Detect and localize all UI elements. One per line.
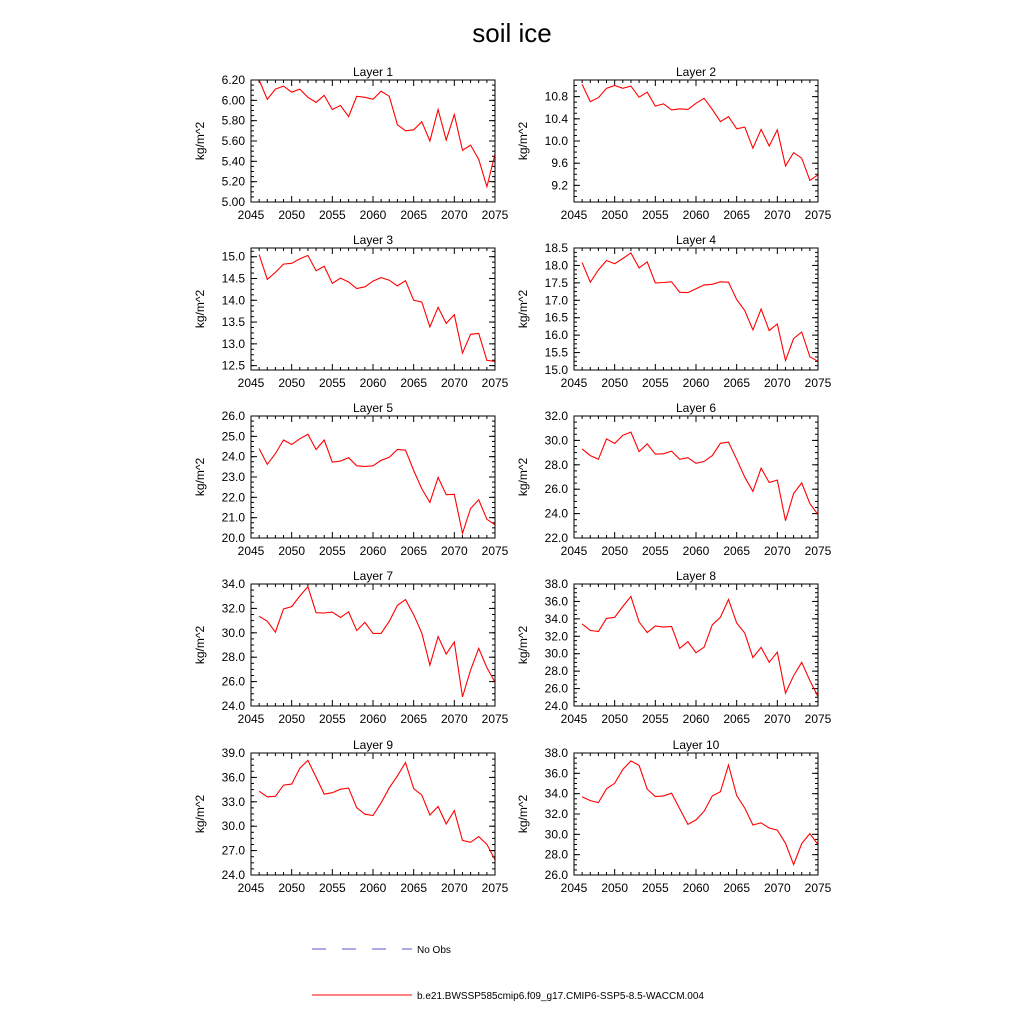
- y-tick-label: 30.0: [544, 827, 568, 842]
- plot-frame: [251, 584, 495, 706]
- x-tick-label: 2075: [804, 712, 832, 726]
- y-tick-label: 38.0: [544, 746, 568, 760]
- x-tick-label: 2050: [278, 544, 306, 558]
- plot-frame: [251, 753, 495, 875]
- x-tick-label: 2045: [237, 712, 265, 726]
- y-tick-label: 26.0: [544, 868, 568, 882]
- x-tick-label: 2050: [601, 544, 629, 558]
- x-tick-label: 2045: [237, 376, 265, 390]
- x-tick-label: 2065: [723, 712, 751, 726]
- x-tick-label: 2070: [763, 712, 791, 726]
- x-tick-label: 2075: [481, 544, 509, 558]
- y-tick-label: 30.0: [221, 625, 245, 640]
- y-tick-label: 16.0: [544, 328, 568, 343]
- x-tick-label: 2075: [481, 712, 509, 726]
- y-tick-label: 24.0: [544, 506, 568, 521]
- y-tick-label: 13.5: [221, 315, 245, 330]
- x-tick-label: 2065: [723, 376, 751, 390]
- y-tick-label: 24.0: [221, 449, 245, 464]
- panel-layer-3: [193, 233, 509, 390]
- y-tick-label: 15.0: [544, 363, 568, 377]
- y-tick-label: 5.00: [221, 195, 245, 209]
- y-tick-label: 5.40: [221, 154, 245, 169]
- y-axis-label: kg/m^2: [193, 794, 207, 834]
- panel-title: Layer 5: [352, 401, 394, 415]
- x-tick-label: 2055: [318, 376, 346, 390]
- panel-layer-4: [516, 233, 832, 390]
- x-tick-label: 2055: [318, 208, 346, 222]
- x-tick-label: 2060: [359, 208, 387, 222]
- y-tick-label: 9.2: [551, 178, 568, 193]
- x-tick-label: 2065: [400, 376, 428, 390]
- y-tick-label: 26.0: [544, 482, 568, 497]
- x-tick-label: 2050: [601, 712, 629, 726]
- x-tick-label: 2065: [400, 712, 428, 726]
- y-tick-label: 5.80: [221, 113, 245, 128]
- series-line: [582, 761, 818, 865]
- x-tick-label: 2045: [560, 881, 588, 895]
- y-tick-label: 34.0: [544, 611, 568, 626]
- figure-title: soil ice: [472, 18, 552, 48]
- x-tick-label: 2075: [804, 208, 832, 222]
- y-tick-label: 9.6: [551, 156, 568, 171]
- y-tick-label: 23.0: [221, 470, 245, 484]
- y-tick-label: 26.0: [221, 674, 245, 689]
- panel-title: Layer 10: [672, 738, 720, 752]
- x-tick-label: 2055: [318, 544, 346, 558]
- y-axis-label: kg/m^2: [516, 457, 530, 497]
- x-tick-label: 2070: [440, 712, 468, 726]
- plot-frame: [574, 248, 818, 370]
- x-tick-label: 2055: [318, 881, 346, 895]
- x-tick-label: 2075: [804, 544, 832, 558]
- y-tick-label: 5.60: [221, 134, 245, 148]
- y-axis-label: kg/m^2: [193, 457, 207, 497]
- y-tick-label: 14.0: [221, 293, 245, 308]
- y-tick-label: 32.0: [544, 807, 568, 821]
- panel-layer-7: [193, 569, 509, 726]
- y-tick-label: 26.0: [544, 681, 568, 696]
- x-tick-label: 2060: [682, 544, 710, 558]
- x-tick-label: 2070: [763, 208, 791, 222]
- x-tick-label: 2050: [601, 881, 629, 895]
- y-tick-label: 22.0: [544, 531, 568, 545]
- y-tick-label: 22.0: [221, 490, 245, 505]
- y-tick-label: 24.0: [221, 868, 245, 882]
- series-line: [259, 255, 495, 362]
- y-tick-label: 27.0: [221, 843, 245, 858]
- y-tick-label: 28.0: [544, 847, 568, 862]
- series-line: [582, 253, 818, 361]
- x-tick-label: 2050: [278, 208, 306, 222]
- y-tick-label: 17.5: [544, 275, 568, 290]
- x-tick-label: 2075: [481, 208, 509, 222]
- x-tick-label: 2075: [481, 376, 509, 390]
- panel-layer-5: [193, 401, 509, 558]
- x-tick-label: 2050: [601, 208, 629, 222]
- plot-frame: [251, 416, 495, 538]
- y-tick-label: 24.0: [544, 699, 568, 713]
- x-tick-label: 2075: [804, 881, 832, 895]
- y-tick-label: 26.0: [221, 409, 245, 423]
- x-tick-label: 2060: [682, 376, 710, 390]
- x-tick-label: 2050: [601, 376, 629, 390]
- y-tick-label: 38.0: [544, 577, 568, 591]
- y-tick-label: 15.0: [221, 249, 245, 264]
- x-tick-label: 2060: [682, 712, 710, 726]
- panel-grid: [193, 65, 832, 895]
- x-tick-label: 2065: [400, 881, 428, 895]
- y-tick-label: 30.0: [544, 646, 568, 661]
- x-tick-label: 2060: [682, 881, 710, 895]
- x-tick-label: 2050: [278, 376, 306, 390]
- y-tick-label: 18.0: [544, 258, 568, 273]
- y-axis-label: kg/m^2: [193, 121, 207, 161]
- x-tick-label: 2050: [278, 712, 306, 726]
- x-tick-label: 2060: [359, 544, 387, 558]
- plot-frame: [574, 416, 818, 538]
- y-tick-label: 18.5: [544, 241, 568, 255]
- y-tick-label: 30.0: [544, 433, 568, 448]
- y-tick-label: 33.0: [221, 794, 245, 809]
- y-axis-label: kg/m^2: [516, 794, 530, 834]
- series-line: [582, 596, 818, 696]
- x-tick-label: 2055: [318, 712, 346, 726]
- x-tick-label: 2060: [359, 712, 387, 726]
- x-tick-label: 2055: [641, 712, 669, 726]
- x-tick-label: 2045: [560, 208, 588, 222]
- y-axis-label: kg/m^2: [516, 121, 530, 161]
- y-tick-label: 14.5: [221, 271, 245, 286]
- x-tick-label: 2045: [560, 544, 588, 558]
- y-tick-label: 30.0: [221, 819, 245, 834]
- y-tick-label: 24.0: [221, 699, 245, 713]
- y-tick-label: 28.0: [544, 457, 568, 472]
- y-tick-label: 32.0: [544, 629, 568, 644]
- x-tick-label: 2070: [440, 208, 468, 222]
- x-tick-label: 2065: [723, 881, 751, 895]
- panel-title: Layer 9: [352, 738, 394, 752]
- x-tick-label: 2055: [641, 881, 669, 895]
- x-tick-label: 2060: [359, 881, 387, 895]
- panel-title: Layer 2: [675, 65, 717, 79]
- x-tick-label: 2055: [641, 544, 669, 558]
- series-line: [582, 432, 818, 521]
- panel-layer-6: [516, 401, 832, 558]
- y-tick-label: 5.20: [221, 174, 245, 189]
- x-tick-label: 2045: [560, 712, 588, 726]
- x-tick-label: 2070: [440, 881, 468, 895]
- x-tick-label: 2075: [804, 376, 832, 390]
- legend-model-label: b.e21.BWSSP585cmip6.f09_g17.CMIP6-SSP5-8.5-WACCM.004: [417, 991, 704, 1002]
- y-tick-label: 13.0: [221, 336, 245, 351]
- legend: [312, 945, 704, 1002]
- x-tick-label: 2045: [237, 881, 265, 895]
- x-tick-label: 2045: [560, 376, 588, 390]
- panel-title: Layer 4: [675, 233, 717, 247]
- y-tick-label: 34.0: [221, 577, 245, 591]
- x-tick-label: 2055: [641, 376, 669, 390]
- series-line: [259, 760, 495, 859]
- y-axis-label: kg/m^2: [193, 625, 207, 665]
- y-tick-label: 10.4: [544, 111, 568, 126]
- y-tick-label: 6.20: [221, 73, 245, 87]
- y-tick-label: 36.0: [221, 770, 245, 785]
- y-tick-label: 28.0: [544, 664, 568, 679]
- y-tick-label: 10.0: [544, 134, 568, 148]
- y-tick-label: 25.0: [221, 429, 245, 444]
- x-tick-label: 2045: [237, 208, 265, 222]
- x-tick-label: 2065: [400, 208, 428, 222]
- panel-layer-9: [193, 738, 509, 895]
- y-tick-label: 20.0: [221, 531, 245, 545]
- y-axis-label: kg/m^2: [193, 289, 207, 329]
- plot-frame: [574, 753, 818, 875]
- x-tick-label: 2065: [400, 544, 428, 558]
- y-tick-label: 10.8: [544, 89, 568, 104]
- y-axis-label: kg/m^2: [516, 289, 530, 329]
- legend-obs-label: No Obs: [417, 945, 451, 956]
- x-tick-label: 2060: [682, 208, 710, 222]
- panel-layer-2: [516, 65, 832, 222]
- y-tick-label: 6.00: [221, 93, 245, 108]
- x-tick-label: 2060: [359, 376, 387, 390]
- x-tick-label: 2070: [763, 376, 791, 390]
- x-tick-label: 2065: [723, 208, 751, 222]
- plot-frame: [574, 80, 818, 202]
- series-line: [259, 587, 495, 697]
- panel-title: Layer 1: [352, 65, 394, 79]
- x-tick-label: 2070: [440, 376, 468, 390]
- series-line: [259, 80, 495, 187]
- panel-layer-8: [516, 569, 832, 726]
- y-tick-label: 15.5: [544, 345, 568, 360]
- panel-title: Layer 3: [352, 233, 394, 247]
- y-tick-label: 36.0: [544, 766, 568, 781]
- y-axis-label: kg/m^2: [516, 625, 530, 665]
- x-tick-label: 2070: [763, 881, 791, 895]
- y-tick-label: 32.0: [544, 409, 568, 423]
- x-tick-label: 2055: [641, 208, 669, 222]
- y-tick-label: 28.0: [221, 650, 245, 665]
- panel-title: Layer 7: [352, 569, 394, 583]
- y-tick-label: 17.0: [544, 293, 568, 308]
- x-tick-label: 2045: [237, 544, 265, 558]
- panel-title: Layer 8: [675, 569, 717, 583]
- series-line: [582, 84, 818, 180]
- y-tick-label: 12.5: [221, 358, 245, 373]
- x-tick-label: 2065: [723, 544, 751, 558]
- plot-frame: [574, 584, 818, 706]
- x-tick-label: 2050: [278, 881, 306, 895]
- y-tick-label: 36.0: [544, 594, 568, 609]
- panel-layer-10: [516, 738, 832, 895]
- x-tick-label: 2070: [763, 544, 791, 558]
- y-tick-label: 16.5: [544, 310, 568, 325]
- y-tick-label: 21.0: [221, 510, 245, 525]
- y-tick-label: 34.0: [544, 786, 568, 801]
- series-line: [259, 434, 495, 533]
- y-tick-label: 32.0: [221, 601, 245, 616]
- panel-layer-1: [193, 65, 509, 222]
- plot-frame: [251, 248, 495, 370]
- plot-frame: [251, 80, 495, 202]
- y-tick-label: 39.0: [221, 746, 245, 760]
- panel-title: Layer 6: [675, 401, 717, 415]
- x-tick-label: 2075: [481, 881, 509, 895]
- x-tick-label: 2070: [440, 544, 468, 558]
